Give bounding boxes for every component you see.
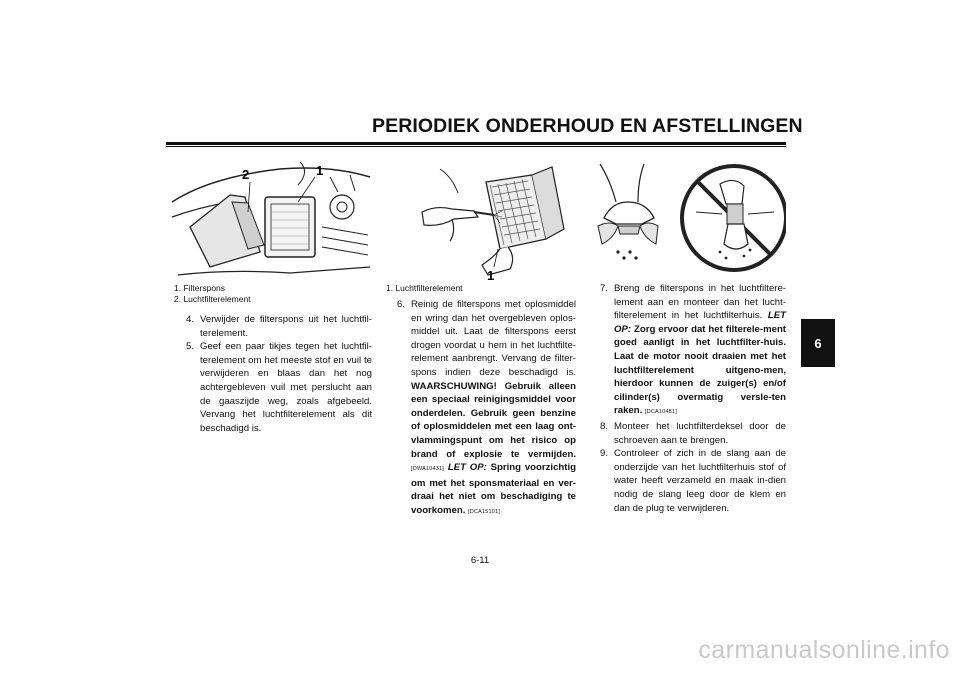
list-item <box>600 282 786 420</box>
warning-code: [DWA10431] <box>411 466 444 473</box>
caution-label: LET OP: <box>614 310 786 335</box>
column-3 <box>600 282 786 515</box>
caution-label: LET OP: <box>447 462 487 474</box>
page-number: 6-11 <box>470 555 490 566</box>
caution-text: Zorg ervoor dat het filterele-ment goed aanligt in het luchtfilter-huis. Laat de motor nooit draaien met het luchtfilterelement uitgeno-men, hierdoor kunnen de zuiger(s) en/of cilinder(s) overmatig versle-ten raken. <box>614 323 786 417</box>
column-1 <box>186 313 372 435</box>
list-item <box>186 313 372 340</box>
step-number: 8. <box>600 420 609 432</box>
list-item <box>397 298 576 520</box>
figure-caption-1: 1. Luchtfilterelement <box>386 283 463 293</box>
watermark-link[interactable]: carmanualsonline.info <box>698 636 950 664</box>
figure-airbox <box>170 157 374 282</box>
step-text: Monteer het luchtfilterdeksel door de schroeven aan te brengen. <box>614 420 786 446</box>
step-number: 6. <box>397 299 406 310</box>
step-number: 7. <box>600 283 609 294</box>
figure-sponge-handling <box>594 160 786 278</box>
list-item <box>600 420 786 447</box>
caution-code: [DCA15101] <box>468 508 501 515</box>
header-rule <box>166 142 786 145</box>
warning-text: WAARSCHUWING! Gebruik alleen een speciaal reinigingsmiddel voor onderdelen. Gebruik geen benzine of oplosmiddelen met een laag ont-vlammingspunt om het risico op brand of explosie te vermijden. <box>411 380 576 460</box>
step-text: Reinig de filterspons met oplosmiddel en wring dan het overgebleven oplos-middel uit. Laat de filterspons eerst drogen voordat u hem in het luchtfilte-relement aanbrengt. Vervang de filter-spons indien deze beschadigd is. <box>411 299 576 378</box>
caution-text: Spring voorzichtig om met het sponsmateriaal en ver-draai het niet om beschadiging te voorkomen. <box>411 462 577 516</box>
step-text: Controleer of zich in de slang aan de onderzijde van het luchtfilterhuis stof of water heeft verzameld en maak in-dien nodig de slang leeg door de klem en dan de plug te verwijderen. <box>614 448 786 514</box>
step-text: Verwijder de filterspons uit het luchtfil-terelement. <box>200 314 372 339</box>
list-item <box>186 340 372 435</box>
chapter-tab: 6 <box>801 319 835 367</box>
header-rule-thin <box>166 146 786 147</box>
callout-1: 1 <box>487 268 495 282</box>
step-number: 9. <box>600 448 609 460</box>
page-title: PERIODIEK ONDERHOUD EN AFSTELLINGEN <box>372 115 803 137</box>
callout-2: 2 <box>242 167 250 182</box>
figure-caption-1: 1. Filterspons <box>174 283 226 293</box>
step-number: 4. <box>186 314 195 325</box>
column-2 <box>397 298 576 520</box>
step-text: Breng de filterspons in het luchtfiltere-lement aan en monteer dan het lucht-filterelement in het luchtfilterhuis. <box>614 283 786 322</box>
list-item <box>600 447 786 515</box>
caution-code: [DCA10481] <box>644 409 677 416</box>
step-text: Geef een paar tikjes tegen het luchtfil-terelement om het meeste stof en vuil te verwijderen en blaas dan het nog achtergebleven vuil met perslucht aan de gaaszijde weg, zoals afgebeeld. Vervang het luchtfilterelement als dit beschadigd is. <box>200 341 372 434</box>
step-number: 5. <box>186 341 195 353</box>
figure-caption-2: 2. Luchtfilterelement <box>174 294 251 304</box>
figure-filter-air-gun <box>412 157 576 282</box>
callout-1: 1 <box>316 163 324 178</box>
